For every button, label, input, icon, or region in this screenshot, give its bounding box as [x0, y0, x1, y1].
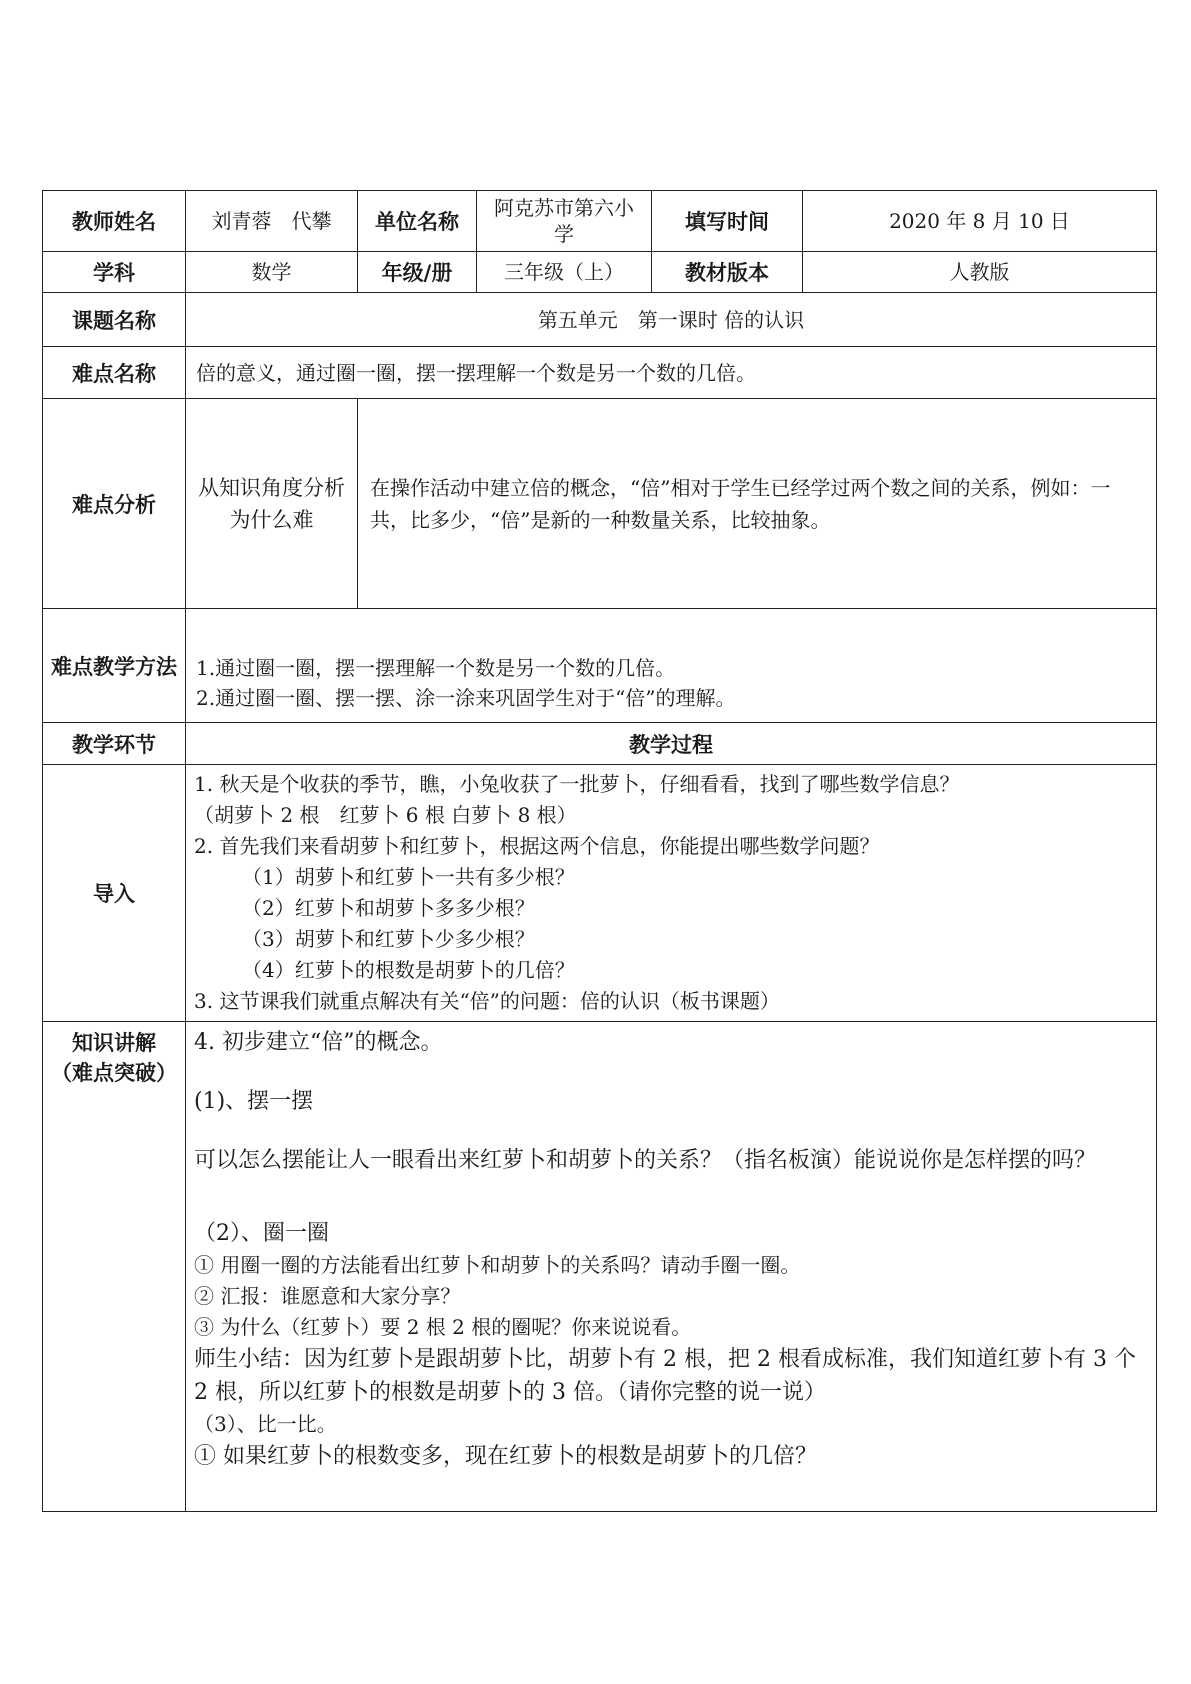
analysis-label: 难点分析 [43, 399, 186, 609]
spacer [194, 1059, 1148, 1085]
intro-line: （胡萝卜 2 根 红萝卜 6 根 白萝卜 8 根） [194, 803, 577, 827]
row-knowledge [43, 1022, 1157, 1512]
intro-line: 3. 这节课我们就重点解决有关“倍”的问题：倍的认识（板书课题） [194, 989, 780, 1013]
stage-header: 教学环节 [43, 723, 186, 765]
knowledge-content [186, 1022, 1157, 1512]
knowledge-line: ① 如果红萝卜的根数变多，现在红萝卜的根数是胡萝卜的几倍？ [194, 1444, 817, 1469]
intro-content [186, 765, 1157, 1022]
grade-label: 年级/册 [358, 252, 477, 293]
difficulty-value: 倍的意义，通过圈一圈，摆一摆理解一个数是另一个数的几倍。 [186, 347, 1157, 399]
knowledge-line: (1)、摆一摆 [194, 1089, 314, 1114]
spacer [194, 1177, 1148, 1217]
fill-time-value: 2020 年 8 月 10 日 [803, 191, 1157, 252]
knowledge-line: 可以怎么摆能让人一眼看出来红萝卜和胡萝卜的关系？（指名板演）能说说你是怎样摆的吗？ [194, 1148, 1097, 1173]
row-teacher [43, 191, 1157, 252]
analysis-sublabel-line1: 从知识角度分析 [198, 475, 345, 500]
intro-line: （3）胡萝卜和红萝卜少多少根？ [242, 927, 535, 951]
teacher-value: 刘青蓉 代攀 [186, 191, 358, 252]
knowledge-line: 4. 初步建立“倍”的概念。 [194, 1030, 443, 1055]
topic-value: 第五单元 第一课时 倍的认识 [186, 293, 1157, 347]
intro-line: 2. 首先我们来看胡萝卜和红萝卜，根据这两个信息，你能提出哪些数学问题？ [194, 834, 880, 858]
topic-label: 课题名称 [43, 293, 186, 347]
knowledge-line: （2）、圈一圈 [194, 1221, 329, 1246]
knowledge-line: 师生小结：因为红萝卜是跟胡萝卜比，胡萝卜有 2 根，把 2 根看成标准，我们知道红萝卜有 3 个 2 根，所以红萝卜的根数是胡萝卜的 3 倍。（请你完整的说一说） [194, 1347, 1136, 1405]
intro-line: （2）红萝卜和胡萝卜多多少根？ [242, 896, 535, 920]
spacer [194, 1118, 1148, 1144]
intro-line: 1. 秋天是个收获的季节，瞧，小兔收获了一批萝卜，仔细看看，找到了哪些数学信息？ [194, 772, 960, 796]
method-item: 1.通过圈一圈，摆一摆理解一个数是另一个数的几倍。 [196, 655, 676, 680]
method-item: 2.通过圈一圈、摆一摆、涂一涂来巩固学生对于“倍”的理解。 [196, 685, 736, 710]
knowledge-line: ③ 为什么（红萝卜）要 2 根 2 根的圈呢？你来说说看。 [194, 1315, 692, 1339]
row-difficulty [43, 347, 1157, 399]
textbook-label: 教材版本 [652, 252, 803, 293]
teacher-label: 教师姓名 [43, 191, 186, 252]
intro-line: （1）胡萝卜和红萝卜一共有多少根？ [242, 865, 575, 889]
row-subject [43, 252, 1157, 293]
intro-label: 导入 [43, 765, 186, 1022]
analysis-text: 在操作活动中建立倍的概念，“倍”相对于学生已经学过两个数之间的关系，例如：一共，比多少，“倍”是新的一种数量关系，比较抽象。 [358, 399, 1157, 609]
lesson-plan-table [42, 190, 1157, 1512]
method-label: 难点教学方法 [43, 609, 186, 723]
row-process-header [43, 723, 1157, 765]
row-topic [43, 293, 1157, 347]
intro-line: （4）红萝卜的根数是胡萝卜的几倍？ [242, 958, 575, 982]
unit-value-line1: 阿克苏市第六小 [494, 196, 634, 220]
knowledge-label-line2: （难点突破） [51, 1061, 177, 1085]
method-list [186, 609, 1157, 723]
difficulty-label: 难点名称 [43, 347, 186, 399]
analysis-sublabel-line2: 为什么难 [229, 507, 314, 532]
knowledge-line: （3）、比一比。 [194, 1412, 337, 1436]
knowledge-label [43, 1022, 186, 1512]
grade-value: 三年级（上） [477, 252, 652, 293]
unit-value-line2: 学 [554, 222, 574, 246]
subject-value: 数学 [186, 252, 358, 293]
knowledge-line: ② 汇报：谁愿意和大家分享？ [194, 1284, 461, 1308]
process-header: 教学过程 [186, 723, 1157, 765]
row-method [43, 609, 1157, 723]
analysis-sublabel [186, 399, 358, 609]
knowledge-label-line1: 知识讲解 [72, 1031, 156, 1055]
fill-time-label: 填写时间 [652, 191, 803, 252]
subject-label: 学科 [43, 252, 186, 293]
knowledge-line: ① 用圈一圈的方法能看出红萝卜和胡萝卜的关系吗？请动手圈一圈。 [194, 1253, 801, 1277]
row-intro [43, 765, 1157, 1022]
unit-label: 单位名称 [358, 191, 477, 252]
unit-value [477, 191, 652, 252]
row-analysis [43, 399, 1157, 609]
textbook-value: 人教版 [803, 252, 1157, 293]
